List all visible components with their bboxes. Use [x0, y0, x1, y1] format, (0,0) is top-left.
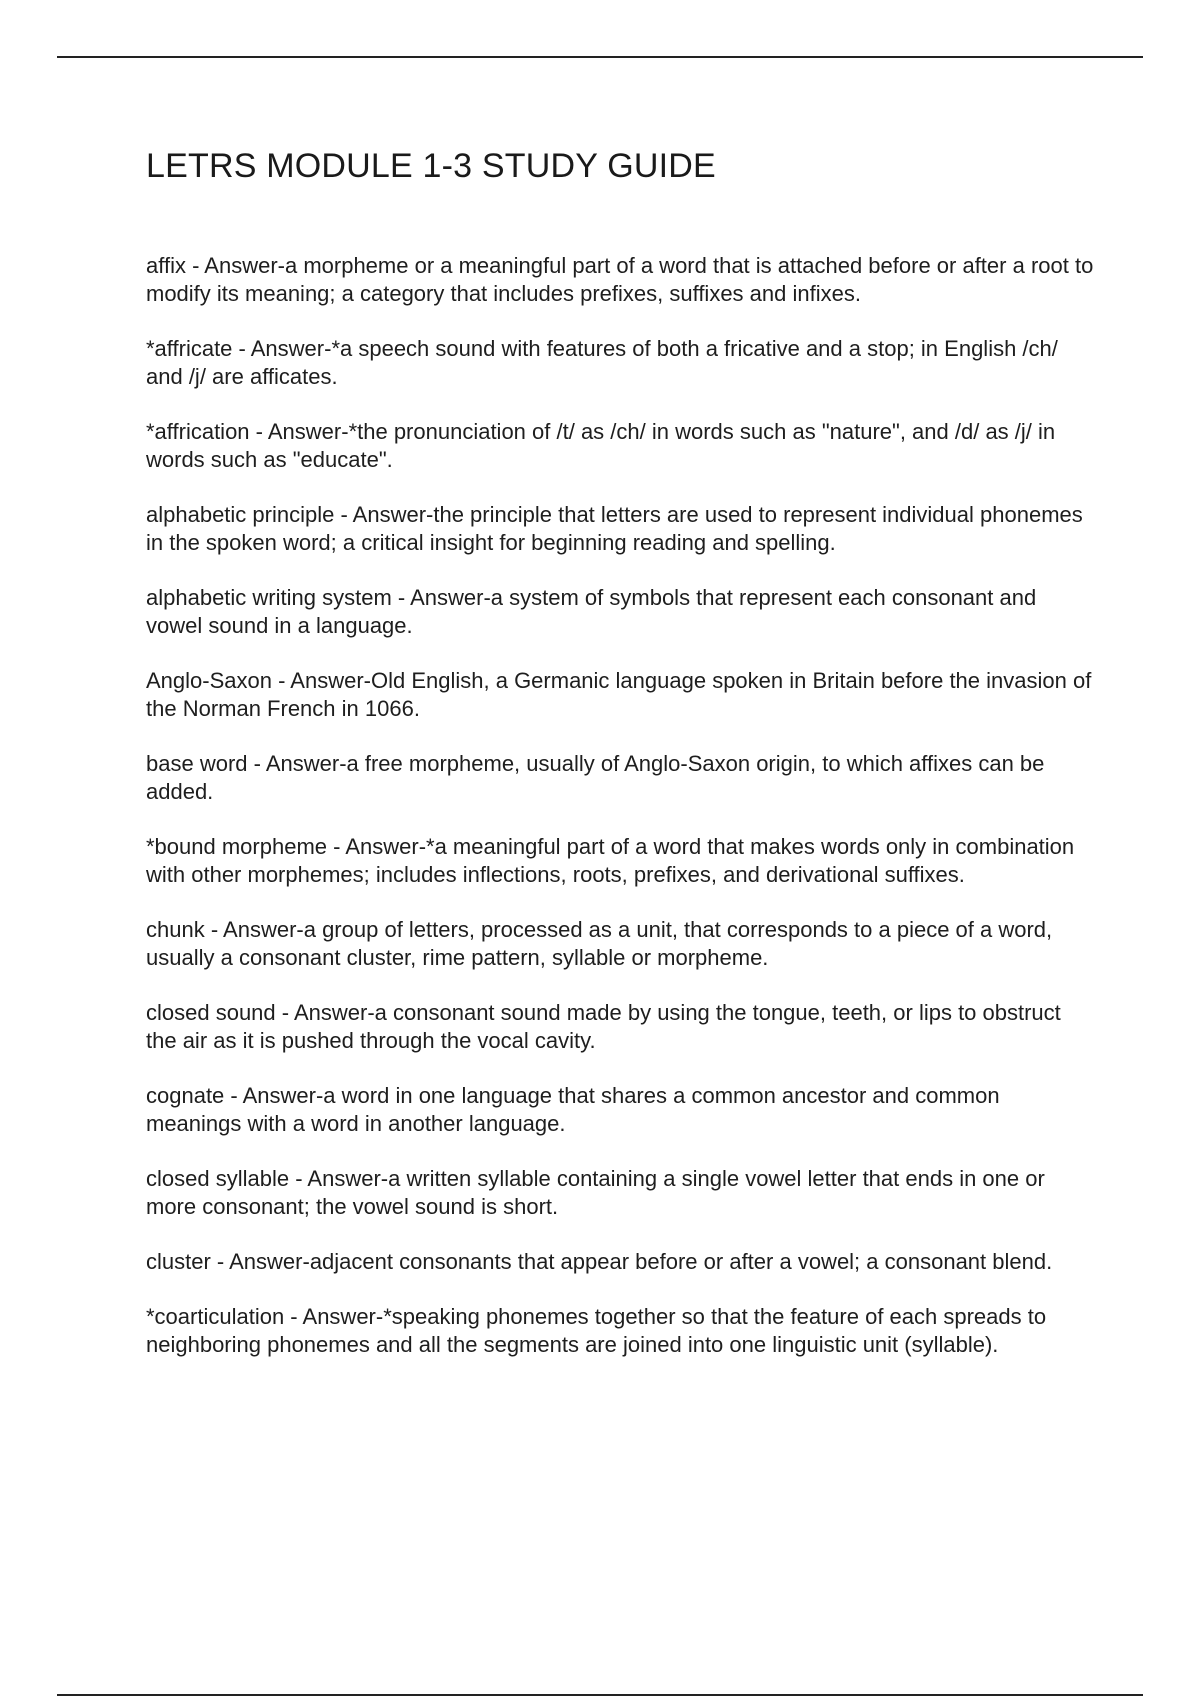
glossary-entry: affix - Answer-a morpheme or a meaningful part of a word that is attached before or after a root to modify its meaning; a category that includes prefixes, suffixes and infixes.: [146, 253, 1094, 306]
glossary-list: [146, 252, 1096, 1359]
document-title: LETRS MODULE 1-3 STUDY GUIDE: [146, 147, 716, 185]
glossary-entry: alphabetic principle - Answer-the principle that letters are used to represent individual phonemes in the spoken word; a critical insight for beginning reading and spelling.: [146, 502, 1083, 555]
glossary-entry: alphabetic writing system - Answer-a system of symbols that represent each consonant and vowel sound in a language.: [146, 585, 1037, 638]
glossary-entry: Anglo-Saxon - Answer-Old English, a Germanic language spoken in Britain before the invasion of the Norman French in 1066.: [146, 668, 1092, 721]
glossary-entry: cognate - Answer-a word in one language that shares a common ancestor and common meanings with a word in another language.: [146, 1083, 1000, 1136]
glossary-entry: *bound morpheme - Answer-*a meaningful part of a word that makes words only in combination with other morphemes; includes inflections, roots, prefixes, and derivational suffixes.: [146, 834, 1075, 887]
glossary-entry: closed sound - Answer-a consonant sound made by using the tongue, teeth, or lips to obstruct the air as it is pushed through the vocal cavity.: [146, 1000, 1061, 1053]
glossary-entry: *coarticulation - Answer-*speaking phonemes together so that the feature of each spreads to neighboring phonemes and all the segments are joined into one linguistic unit (syllable).: [146, 1304, 1047, 1357]
bottom-divider: [57, 1694, 1143, 1696]
glossary-entry: closed syllable - Answer-a written syllable containing a single vowel letter that ends in one or more consonant; the vowel sound is short.: [146, 1166, 1045, 1219]
glossary-entry: cluster - Answer-adjacent consonants that appear before or after a vowel; a consonant blend.: [146, 1249, 1053, 1274]
glossary-entry: base word - Answer-a free morpheme, usually of Anglo-Saxon origin, to which affixes can be added.: [146, 751, 1045, 804]
glossary-entry: *affricate - Answer-*a speech sound with features of both a fricative and a stop; in English /ch/ and /j/ are afficates.: [146, 336, 1058, 389]
top-divider: [57, 56, 1143, 58]
document-body: [146, 142, 1096, 1386]
glossary-entry: chunk - Answer-a group of letters, processed as a unit, that corresponds to a piece of a word, usually a consonant cluster, rime pattern, syllable or morpheme.: [146, 917, 1053, 970]
glossary-entry: *affrication - Answer-*the pronunciation of /t/ as /ch/ in words such as "nature", and /d/ as /j/ in words such as "educate".: [146, 419, 1056, 472]
